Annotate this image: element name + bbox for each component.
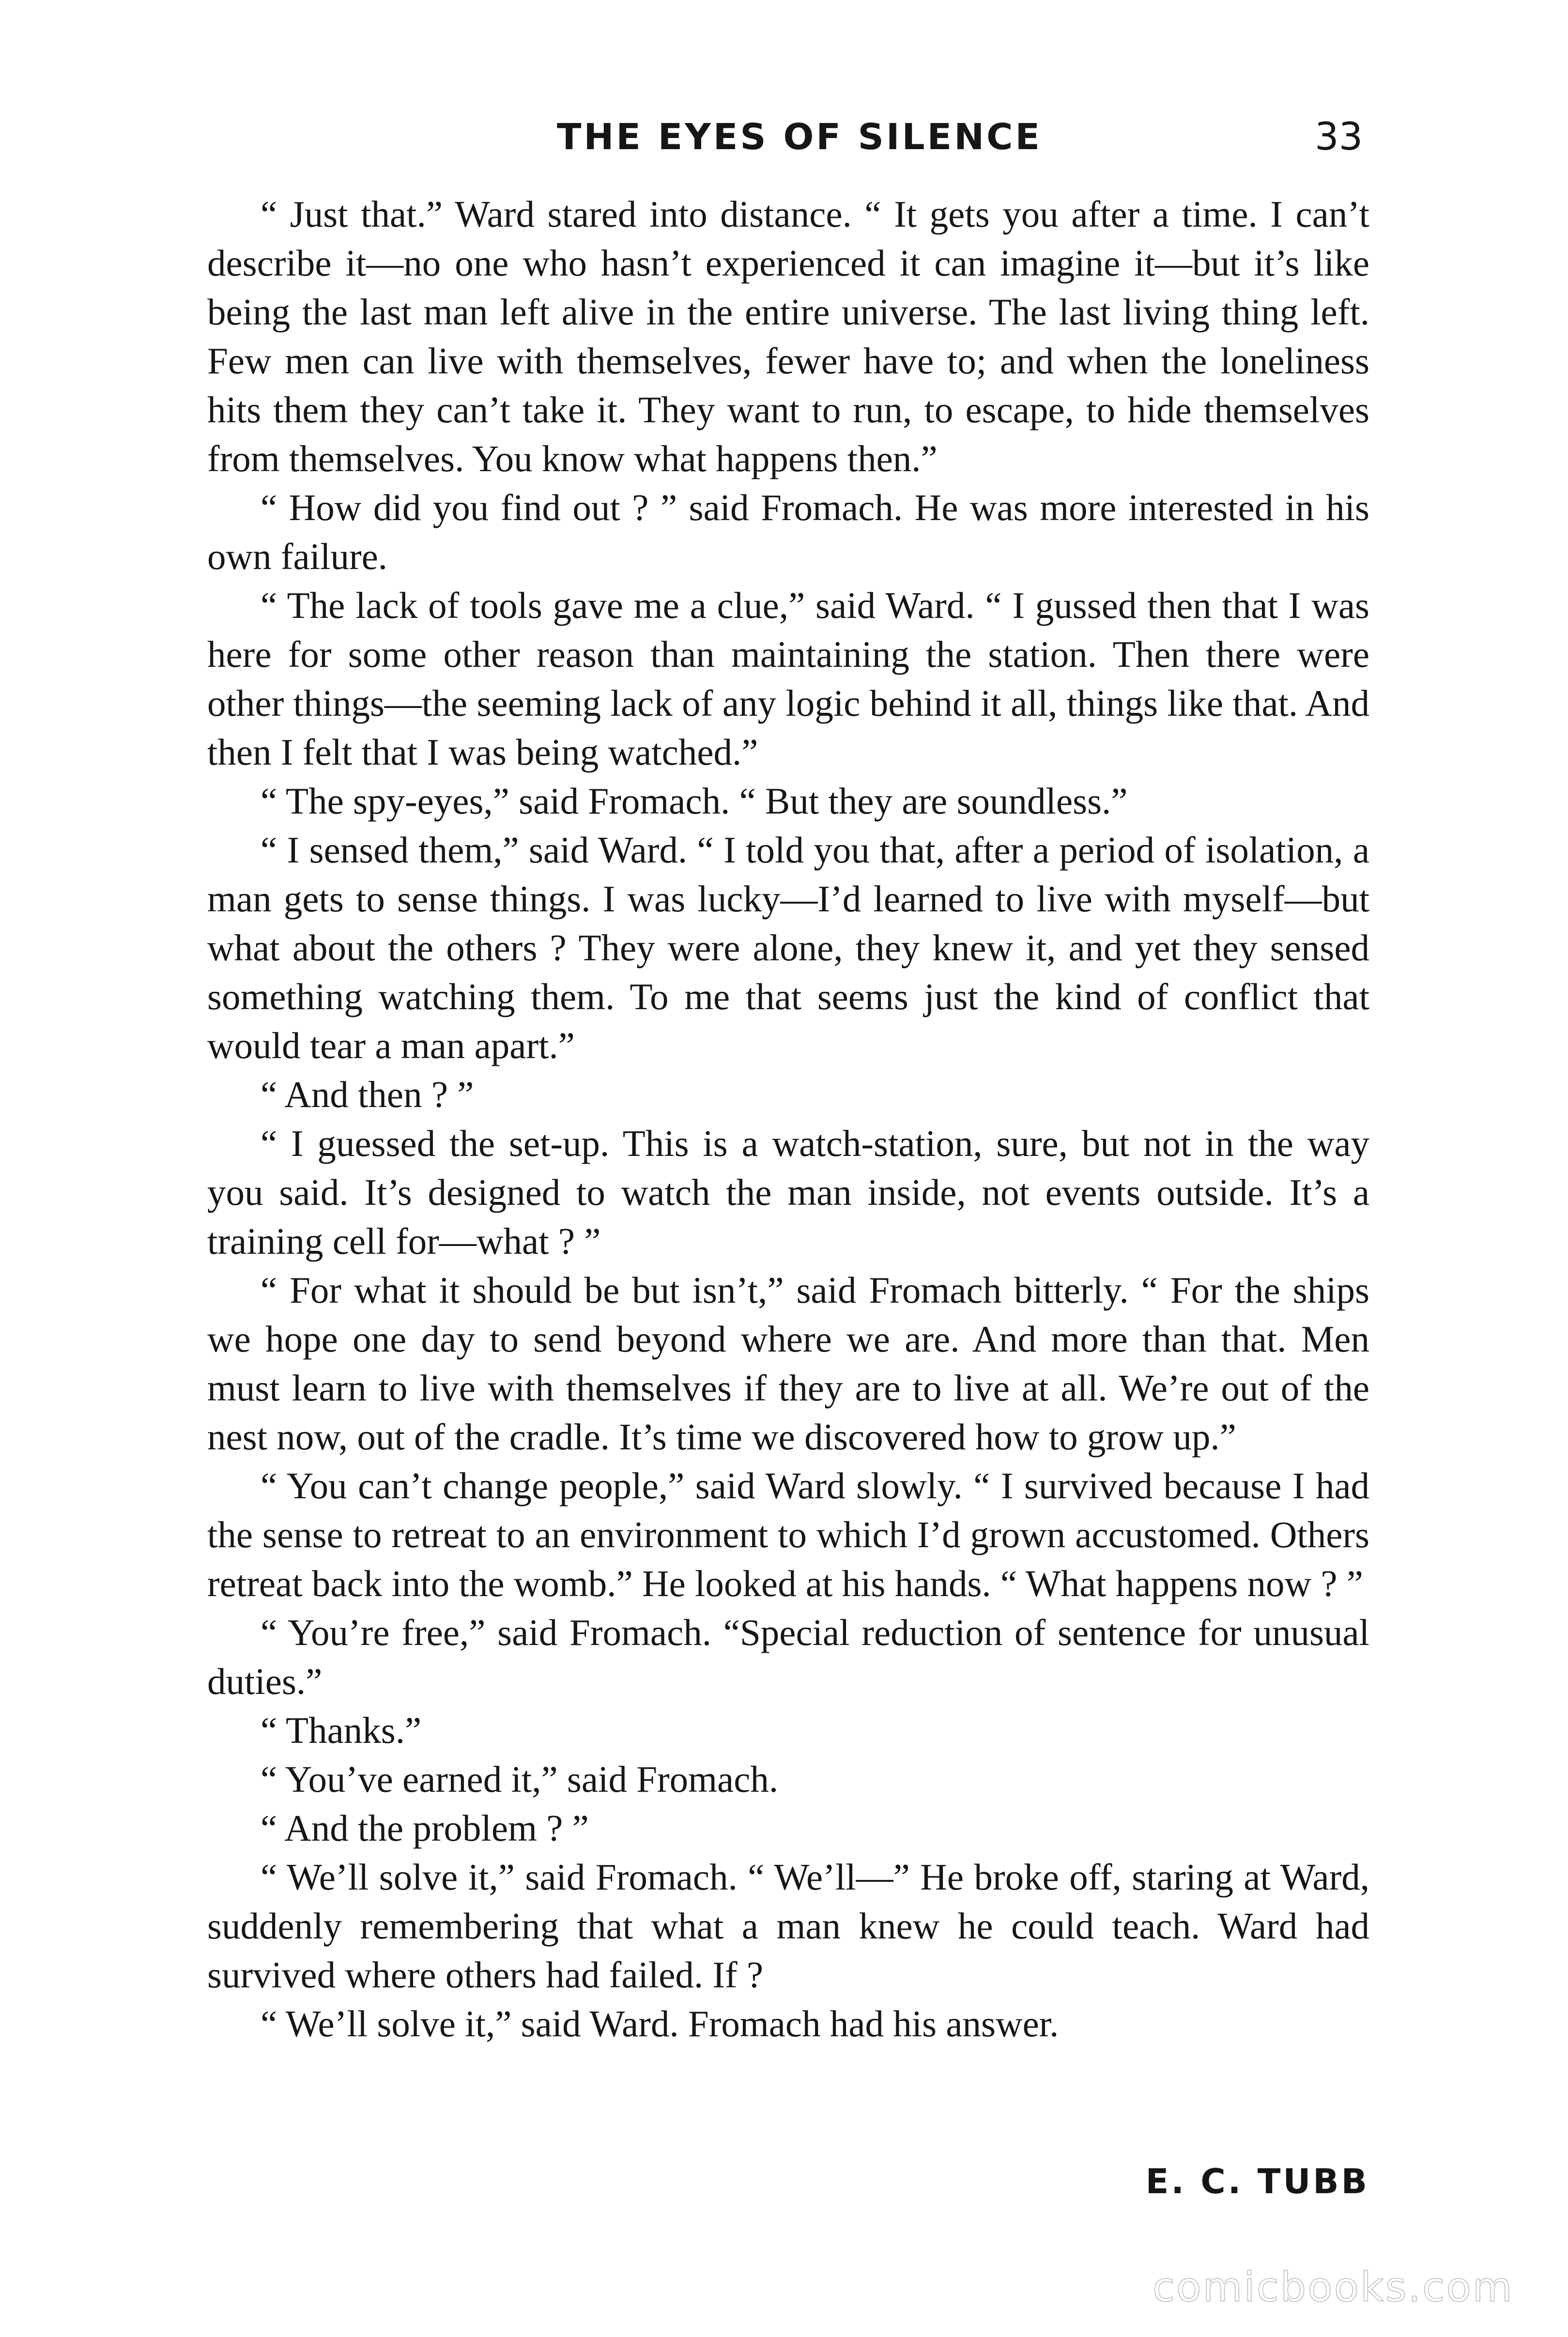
paragraph: “ Just that.” Ward stared into distance. “ It gets you after a time. I can’t describe it—no one who hasn’t experienced it can imagine it—but it’s like being the last man left alive in the entire universe. The last living thing left. Few men can live with themselves, fewer have to; and when the loneliness hits them they can’t take it. They want to run, to escape, to hide themselves from themselves. You know what happens then.” [207, 193, 1369, 479]
page-header [0, 110, 1568, 164]
paragraph: “ You’re free,” said Fromach. “Special reduction of sentence for unusual duties.” [207, 1612, 1369, 1702]
paragraph: “ You can’t change people,” said Ward slowly. “ I survived because I had the sense to retreat to an environment to which I’d grown accustomed. Others retreat back into the womb.” He looked at his hands. “ What happens now ? ” [207, 1465, 1369, 1604]
page-number: 33 [1315, 115, 1363, 159]
paragraph: “ For what it should be but isn’t,” said Fromach bitterly. “ For the ships we hope one day to send beyond where we are. And more than that. Men must learn to live with themselves if they are to live at all. We’re out of the nest now, out of the cradle. It’s time we discovered how to grow up.” [207, 1269, 1369, 1458]
story-text [207, 190, 1369, 2048]
paragraph: “ And then ? ” [261, 1074, 474, 1115]
paragraph: “ Thanks.” [261, 1709, 422, 1751]
paragraph: “ I guessed the set-up. This is a watch-station, sure, but not in the way you said. It’s designed to watch the man inside, not events outside. It’s a training cell for—what ? ” [207, 1122, 1369, 1262]
paragraph: “ How did you find out ? ” said Fromach. He was more interested in his own failure. [207, 487, 1369, 577]
running-title: THE EYES OF SILENCE [557, 116, 1043, 158]
paragraph: “ The spy-eyes,” said Fromach. “ But they are soundless.” [261, 780, 1128, 822]
paragraph: “ We’ll solve it,” said Ward. Fromach had his answer. [261, 2003, 1059, 2045]
paragraph: “ We’ll solve it,” said Fromach. “ We’ll—” He broke off, staring at Ward, suddenly remembering that what a man knew he could teach. Ward had survived where others had failed. If ? [207, 1856, 1369, 1996]
paragraph: “ And the problem ? ” [261, 1807, 589, 1849]
author-signature: E. C. TUBB [1145, 2162, 1369, 2201]
paragraph: “ I sensed them,” said Ward. “ I told you that, after a period of isolation, a man gets to sense things. I was lucky—I’d learned to live with myself—but what about the others ? They were alone, they knew it, and yet they sensed something watching them. To me that seems just the kind of conflict that would tear a man apart.” [207, 829, 1369, 1066]
paragraph: “ The lack of tools gave me a clue,” said Ward. “ I gussed then that I was here for some other reason than maintaining the station. Then there were other things—the seeming lack of any logic behind it all, things like that. And then I felt that I was being watched.” [207, 584, 1369, 773]
paragraph: “ You’ve earned it,” said Fromach. [261, 1758, 779, 1800]
watermark: comicbooks.com [1153, 2263, 1514, 2311]
